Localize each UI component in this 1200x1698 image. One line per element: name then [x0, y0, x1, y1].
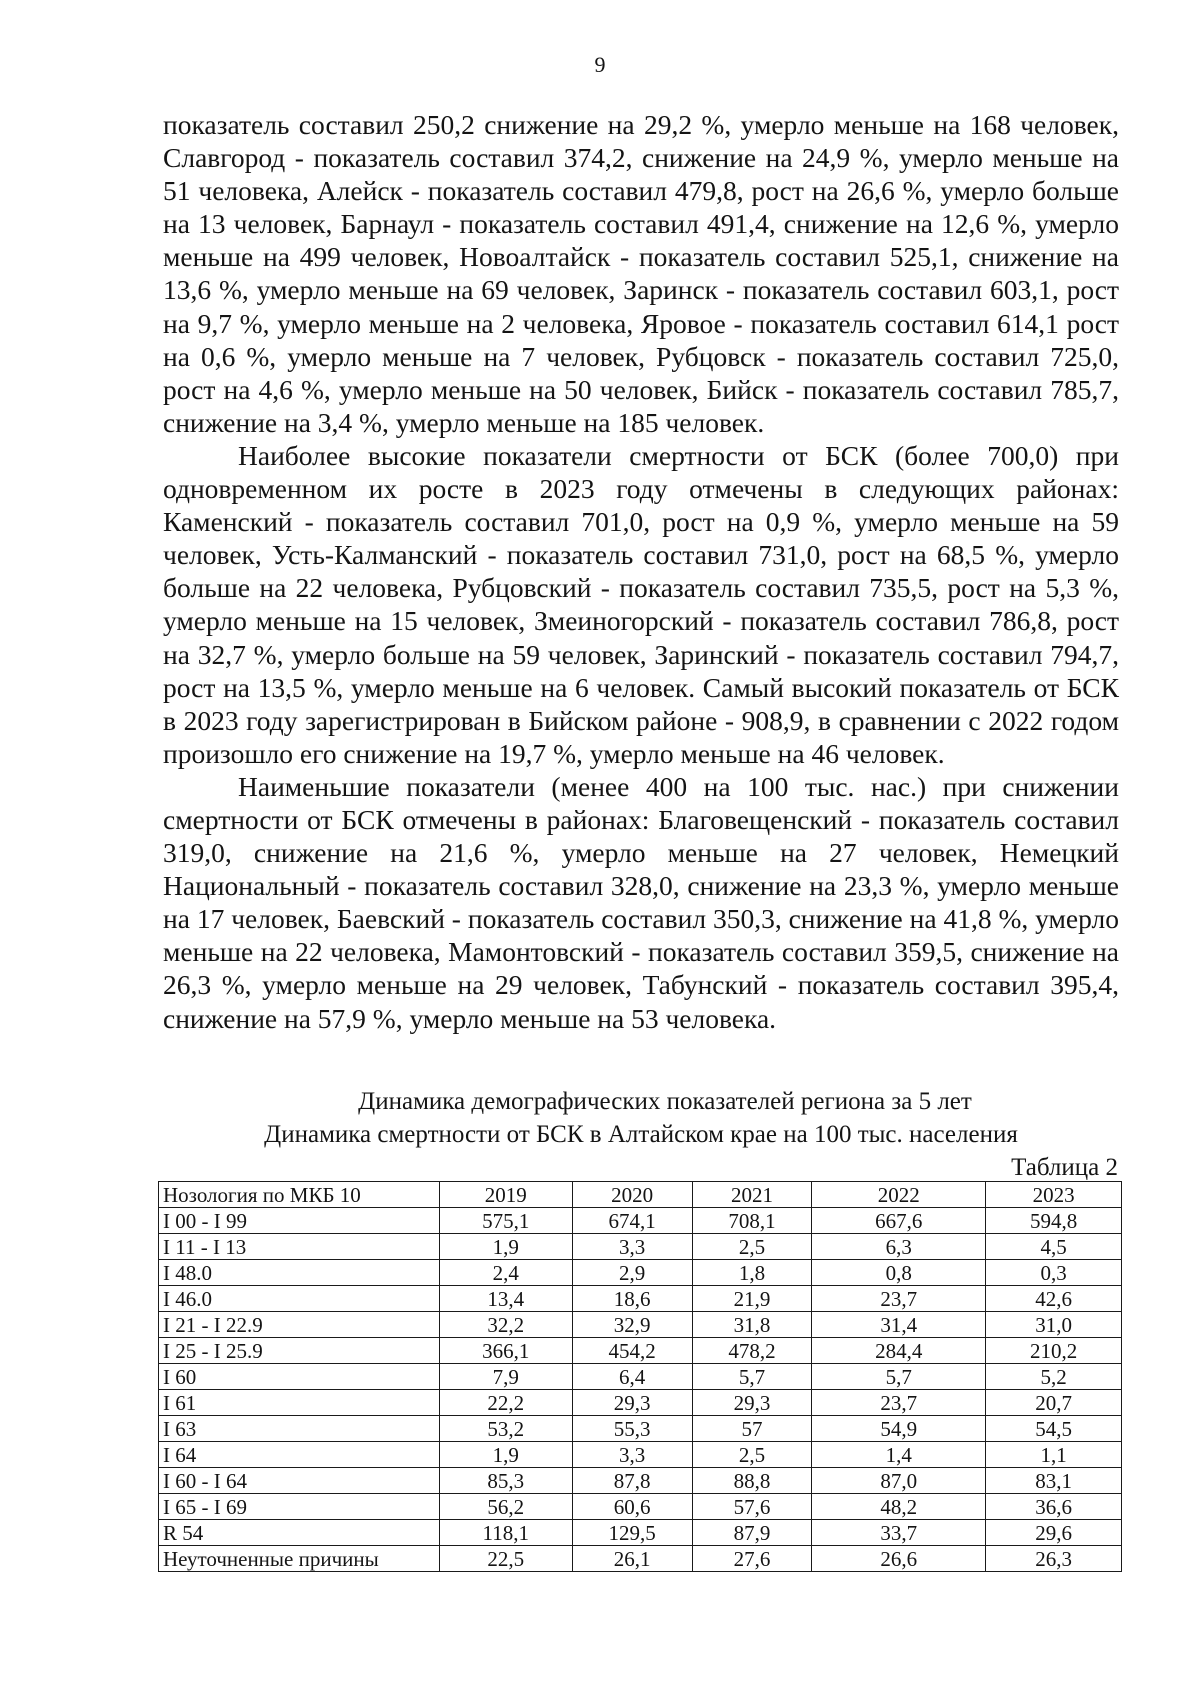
table-row: [159, 1234, 1122, 1260]
value-cell: 53,2: [439, 1416, 572, 1442]
value-cell: 83,1: [986, 1468, 1122, 1494]
nosology-cell: I 46.0: [159, 1286, 440, 1312]
header-2021: 2021: [692, 1182, 812, 1208]
value-cell: 1,8: [692, 1260, 812, 1286]
value-cell: 454,2: [572, 1338, 692, 1364]
nosology-cell: R 54: [159, 1520, 440, 1546]
value-cell: 57,6: [692, 1494, 812, 1520]
table-row: [159, 1338, 1122, 1364]
value-cell: 26,3: [986, 1546, 1122, 1572]
value-cell: 6,3: [812, 1234, 986, 1260]
paragraph-lowest-rates: Наименьшие показатели (менее 400 на 100 тыс. нас.) при снижении смертности от БСК отмечены в районах: Благовещенский - показатель составил 319,0, снижение на 21,6 %, умерло меньше на 27 человек, Немецкий Национальный - показатель составил 328,0, снижение на 23,3 %, умерло меньше на 17 человек, Баевский - показатель составил 350,3, снижение на 41,8 %, умерло меньше на 22 человека, Мамонтовский - показатель составил 359,5, снижение на 26,3 %, умерло меньше на 29 человек, Табунский - показатель составил 395,4, снижение на 57,9 %, умерло меньше на 53 человека.: [163, 770, 1119, 1034]
value-cell: 674,1: [572, 1208, 692, 1234]
value-cell: 1,9: [439, 1234, 572, 1260]
value-cell: 87,9: [692, 1520, 812, 1546]
table-row: [159, 1208, 1122, 1234]
nosology-cell: I 64: [159, 1442, 440, 1468]
nosology-cell: I 21 - I 22.9: [159, 1312, 440, 1338]
header-2019: 2019: [439, 1182, 572, 1208]
value-cell: 478,2: [692, 1338, 812, 1364]
value-cell: 5,7: [812, 1364, 986, 1390]
header-2022: 2022: [812, 1182, 986, 1208]
value-cell: 129,5: [572, 1520, 692, 1546]
value-cell: 22,5: [439, 1546, 572, 1572]
value-cell: 29,3: [692, 1390, 812, 1416]
value-cell: 20,7: [986, 1390, 1122, 1416]
value-cell: 18,6: [572, 1286, 692, 1312]
value-cell: 667,6: [812, 1208, 986, 1234]
value-cell: 708,1: [692, 1208, 812, 1234]
value-cell: 3,3: [572, 1442, 692, 1468]
header-nosology: Нозология по МКБ 10: [159, 1182, 440, 1208]
nosology-cell: Неуточненные причины: [159, 1546, 440, 1572]
table-row: [159, 1468, 1122, 1494]
table-row: [159, 1364, 1122, 1390]
value-cell: 56,2: [439, 1494, 572, 1520]
table-row: [159, 1442, 1122, 1468]
mortality-table: [158, 1181, 1122, 1572]
table-title-primary: Динамика демографических показателей региона за 5 лет: [358, 1088, 972, 1115]
value-cell: 13,4: [439, 1286, 572, 1312]
value-cell: 32,2: [439, 1312, 572, 1338]
nosology-cell: I 60: [159, 1364, 440, 1390]
value-cell: 57: [692, 1416, 812, 1442]
nosology-cell: I 63: [159, 1416, 440, 1442]
value-cell: 7,9: [439, 1364, 572, 1390]
table-row: [159, 1494, 1122, 1520]
table-row: [159, 1520, 1122, 1546]
nosology-cell: I 60 - I 64: [159, 1468, 440, 1494]
table-body: [159, 1208, 1122, 1572]
nosology-cell: I 65 - I 69: [159, 1494, 440, 1520]
page-number: 9: [594, 52, 606, 77]
value-cell: 60,6: [572, 1494, 692, 1520]
table-row: [159, 1260, 1122, 1286]
value-cell: 87,8: [572, 1468, 692, 1494]
value-cell: 594,8: [986, 1208, 1122, 1234]
value-cell: 31,8: [692, 1312, 812, 1338]
table-row: [159, 1286, 1122, 1312]
nosology-cell: I 48.0: [159, 1260, 440, 1286]
value-cell: 85,3: [439, 1468, 572, 1494]
value-cell: 6,4: [572, 1364, 692, 1390]
value-cell: 575,1: [439, 1208, 572, 1234]
table-header-row: [159, 1182, 1122, 1208]
table-row: [159, 1416, 1122, 1442]
value-cell: 31,0: [986, 1312, 1122, 1338]
value-cell: 33,7: [812, 1520, 986, 1546]
value-cell: 32,9: [572, 1312, 692, 1338]
nosology-cell: I 25 - I 25.9: [159, 1338, 440, 1364]
header-2023: 2023: [986, 1182, 1122, 1208]
value-cell: 3,3: [572, 1234, 692, 1260]
value-cell: 29,3: [572, 1390, 692, 1416]
value-cell: 118,1: [439, 1520, 572, 1546]
header-2020: 2020: [572, 1182, 692, 1208]
value-cell: 210,2: [986, 1338, 1122, 1364]
value-cell: 42,6: [986, 1286, 1122, 1312]
value-cell: 2,9: [572, 1260, 692, 1286]
body-text: [163, 108, 1119, 1035]
value-cell: 54,5: [986, 1416, 1122, 1442]
value-cell: 23,7: [812, 1286, 986, 1312]
value-cell: 23,7: [812, 1390, 986, 1416]
value-cell: 22,2: [439, 1390, 572, 1416]
value-cell: 88,8: [692, 1468, 812, 1494]
value-cell: 0,3: [986, 1260, 1122, 1286]
nosology-cell: I 11 - I 13: [159, 1234, 440, 1260]
nosology-cell: I 00 - I 99: [159, 1208, 440, 1234]
value-cell: 27,6: [692, 1546, 812, 1572]
value-cell: 1,4: [812, 1442, 986, 1468]
value-cell: 1,9: [439, 1442, 572, 1468]
value-cell: 87,0: [812, 1468, 986, 1494]
value-cell: 366,1: [439, 1338, 572, 1364]
nosology-cell: I 61: [159, 1390, 440, 1416]
value-cell: 54,9: [812, 1416, 986, 1442]
value-cell: 2,5: [692, 1442, 812, 1468]
value-cell: 48,2: [812, 1494, 986, 1520]
value-cell: 4,5: [986, 1234, 1122, 1260]
table-title-secondary: Динамика смертности от БСК в Алтайском крае на 100 тыс. населения: [264, 1121, 1018, 1148]
value-cell: 21,9: [692, 1286, 812, 1312]
table-row: [159, 1390, 1122, 1416]
value-cell: 26,6: [812, 1546, 986, 1572]
table-row: [159, 1312, 1122, 1338]
value-cell: 29,6: [986, 1520, 1122, 1546]
value-cell: 55,3: [572, 1416, 692, 1442]
paragraph-continuation: показатель составил 250,2 снижение на 29,2 %, умерло меньше на 168 человек, Славгород - показатель составил 374,2, снижение на 24,9 %, умерло меньше на 51 человека, Алейск - показатель составил 479,8, рост на 26,6 %, умерло больше на 13 человек, Барнаул - показатель составил 491,4, снижение на 12,6 %, умерло меньше на 499 человек, Новоалтайск - показатель составил 525,1, снижение на 13,6 %, умерло меньше на 69 человек, Заринск - показатель составил 603,1, рост на 9,7 %, умерло меньше на 2 человека, Яровое - показатель составил 614,1 рост на 0,6 %, умерло меньше на 7 человек, Рубцовск - показатель составил 725,0, рост на 4,6 %, умерло меньше на 50 человек, Бийск - показатель составил 785,7, снижение на 3,4 %, умерло меньше на 185 человек.: [163, 109, 1119, 438]
table-caption: Таблица 2: [1011, 1154, 1118, 1181]
value-cell: 2,5: [692, 1234, 812, 1260]
value-cell: 31,4: [812, 1312, 986, 1338]
value-cell: 5,2: [986, 1364, 1122, 1390]
paragraph-highest-rates: Наиболее высокие показатели смертности от БСК (более 700,0) при одновременном их росте в 2023 году отмечены в следующих районах: Каменский - показатель составил 701,0, рост на 0,9 %, умерло меньше на 59 человек, Усть-Калманский - показатель составил 731,0, рост на 68,5 %, умерло больше на 22 человека, Рубцовский - показатель составил 735,5, рост на 5,3 %, умерло меньше на 15 человек, Змеиногорский - показатель составил 786,8, рост на 32,7 %, умерло больше на 59 человек, Заринский - показатель составил 794,7, рост на 13,5 %, умерло меньше на 6 человек. Самый высокий показатель от БСК в 2023 году зарегистрирован в Бийском районе - 908,9, в сравнении с 2022 годом произошло его снижение на 19,7 %, умерло меньше на 46 человек.: [163, 439, 1119, 769]
value-cell: 36,6: [986, 1494, 1122, 1520]
value-cell: 26,1: [572, 1546, 692, 1572]
value-cell: 284,4: [812, 1338, 986, 1364]
value-cell: 0,8: [812, 1260, 986, 1286]
value-cell: 2,4: [439, 1260, 572, 1286]
table-row: [159, 1546, 1122, 1572]
value-cell: 1,1: [986, 1442, 1122, 1468]
value-cell: 5,7: [692, 1364, 812, 1390]
